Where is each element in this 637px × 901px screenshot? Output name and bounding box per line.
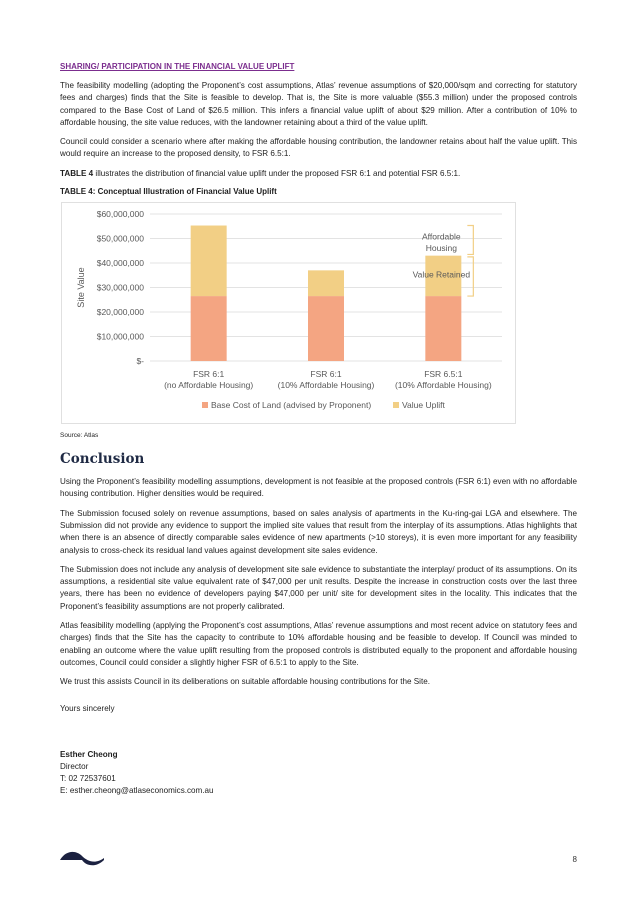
legend-label: Base Cost of Land (advised by Proponent) bbox=[211, 400, 372, 411]
y-axis-label: Site Value bbox=[76, 267, 86, 308]
y-tick-label: $30,000,000 bbox=[96, 282, 144, 293]
annotation-affordable-housing-line1: Affordable bbox=[422, 231, 461, 242]
y-tick-label: $20,000,000 bbox=[96, 307, 144, 318]
bar-base-cost bbox=[308, 296, 344, 361]
signoff: Yours sincerely bbox=[60, 703, 115, 713]
legend-swatch bbox=[393, 402, 399, 408]
conclusion-paragraph-2: The Submission focused solely on revenue assumptions, based on sales analysis of apartments in the Ku-ring-gai LGA and elsewhere. The Submission did not provide any evidence to support the implied site values that result from the interplay of its assumptions. Atlas highlights that when there is an absence of directly comparable sales evidence of new apartments (>10 storeys), it is even more important for any feasibility analysis to cross-check its residual land values against development site sales evidence. bbox=[60, 508, 577, 555]
chart-svg bbox=[62, 203, 515, 423]
x-tick-label: FSR 6:1 bbox=[193, 369, 225, 380]
page-number: 8 bbox=[572, 855, 577, 864]
legend-swatch bbox=[202, 402, 208, 408]
table-caption: TABLE 4: Conceptual Illustration of Financial Value Uplift bbox=[60, 187, 277, 197]
y-tick-label: $50,000,000 bbox=[96, 233, 144, 244]
y-tick-label: $60,000,000 bbox=[96, 209, 144, 220]
annotation-value-retained: Value Retained bbox=[412, 269, 471, 280]
annotation-affordable-housing-line2: Housing bbox=[425, 242, 457, 253]
value-uplift-chart bbox=[61, 202, 516, 424]
table-ref-text: illustrates the distribution of financial value uplift under the proposed FSR 6:1 and potential FSR 6.5:1. bbox=[93, 168, 461, 178]
y-tick-label: $- bbox=[136, 356, 144, 367]
atlas-logo-icon bbox=[60, 848, 104, 868]
bar-base-cost bbox=[191, 296, 227, 361]
legend-label: Value Uplift bbox=[402, 400, 445, 411]
x-tick-label: (10% Affordable Housing) bbox=[277, 380, 375, 391]
bracket-affordable-housing bbox=[467, 226, 473, 255]
signature-block bbox=[60, 749, 577, 797]
x-tick-label: FSR 6:1 bbox=[310, 369, 342, 380]
signature-phone: T: 02 72537601 bbox=[60, 773, 116, 783]
conclusion-paragraph-1: Using the Proponent’s feasibility modelling assumptions, development is not feasible at the proposed controls (FSR 6:1) even with no affordable housing contribution. Higher densities would be required. bbox=[60, 477, 577, 499]
signature-name: Esther Cheong bbox=[60, 749, 118, 759]
y-tick-label: $40,000,000 bbox=[96, 258, 144, 269]
section-heading: SHARING/ PARTICIPATION IN THE FINANCIAL VALUE UPLIFT bbox=[60, 62, 295, 71]
conclusion-paragraph-4: Atlas feasibility modelling (applying the Proponent’s cost assumptions, Atlas’ revenue assumptions and most recent advice on statutory fees and charges) finds that the Site has the capacity to contribute to 10% affordable housing and be feasible to develop. If Council was minded to enabling an outcome where the value uplift resulting from the proposed controls is distributed equally to the proponent and affordable housing outcomes, Council could consider a slightly higher FSR of 6.5:1 to apply to the Site. bbox=[60, 621, 577, 667]
intro-paragraph-2: Council could consider a scenario where after making the affordable housing contribution, the landowner retains about half the value uplift. This would require an increase to the proposed density, to FSR 6.5:1. bbox=[60, 137, 577, 159]
bar-value-uplift bbox=[308, 270, 344, 296]
table-ref-bold: TABLE 4 bbox=[60, 168, 94, 178]
x-tick-label: (10% Affordable Housing) bbox=[394, 380, 492, 391]
bar-value-uplift bbox=[191, 226, 227, 297]
page-content bbox=[60, 62, 577, 797]
x-tick-label: (no Affordable Housing) bbox=[164, 380, 254, 391]
signature-email[interactable]: E: esther.cheong@atlaseconomics.com.au bbox=[60, 785, 214, 795]
y-tick-label: $10,000,000 bbox=[96, 331, 144, 342]
x-tick-label: FSR 6.5:1 bbox=[424, 369, 463, 380]
conclusion-paragraph-5: We trust this assists Council in its deliberations on suitable affordable housing contributions for the Site. bbox=[60, 677, 430, 687]
intro-paragraph-1: The feasibility modelling (adopting the Proponent’s cost assumptions, Atlas’ revenue assumptions of $20,000/sqm and correcting for statutory fees and charges) finds that the Site is feasible to develop. That is, the Site is more valuable ($55.3 million) under the proposed controls compared to the Base Cost of Land of $26.5 million. This infers a financial value uplift of about $29 million. After a contribution of 10% to affordable housing, the site value reduces, with the landowner retaining about a third of the value uplift. bbox=[60, 81, 577, 127]
table-reference bbox=[60, 168, 577, 180]
conclusion-paragraph-3: The Submission does not include any analysis of development site sale evidence to substantiate the interplay/ product of its assumptions. On its assumptions, a residential site value equivalent rate of $47,000 per unit results. Despite the increase in construction costs over the last three years, there has been no evidence of developers paying $47,000 per unit/ site for development sites in the locality. This indicates that the Proponent’s feasibility assumptions are not properly calibrated. bbox=[60, 564, 577, 611]
conclusion-heading: Conclusion bbox=[60, 451, 145, 468]
signature-title: Director bbox=[60, 761, 89, 771]
source-note: Source: Atlas bbox=[60, 432, 99, 440]
bar-base-cost bbox=[425, 296, 461, 361]
